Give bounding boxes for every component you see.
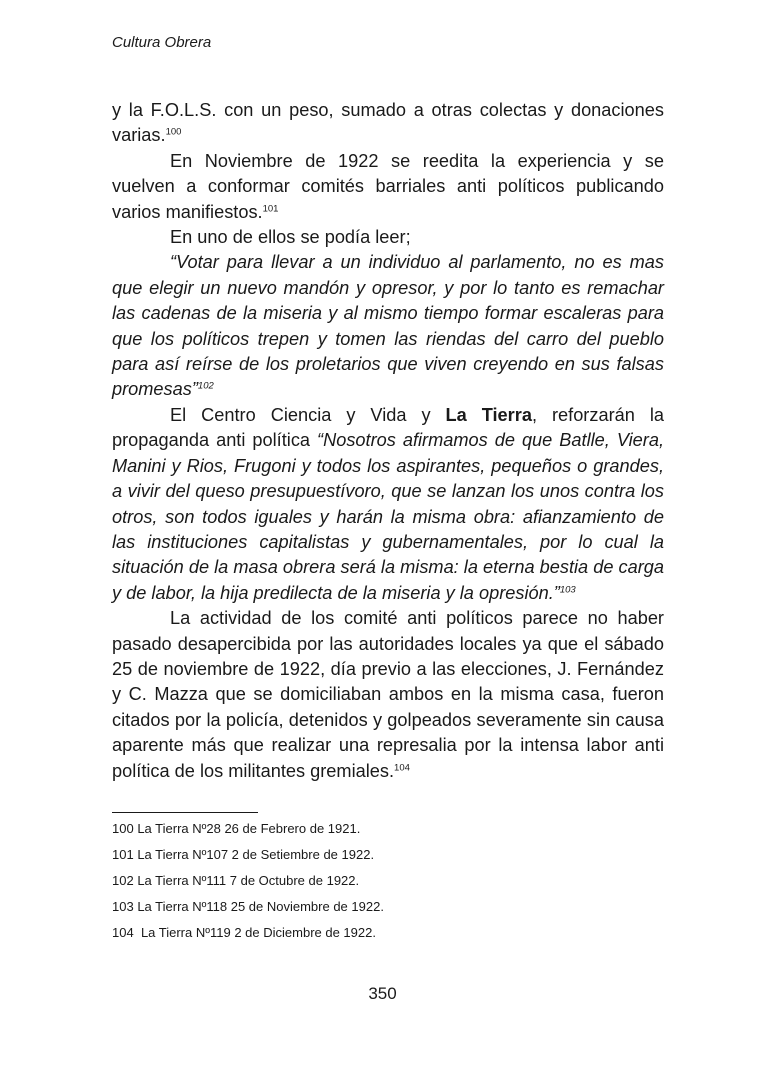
footnote-number: 101 xyxy=(112,847,134,862)
footnote-102 xyxy=(112,868,664,894)
footnote-text: La Tierra Nº119 2 de Diciembre de 1922. xyxy=(140,925,376,940)
quote-text: “Nosotros afirmamos de que Batlle, Viera, Manini y Rios, Frugoni y todos los aspirantes, pequeños o grandes, a vivir del queso presupuestívoro, que se lanzan los unos contra los otros, son todos iguales y harán la misma obra: afianzamiento de las instituciones capitalistas y gubernamentales, por lo cual la situación de la masa obrera será la misma: la eterna bestia de carga y de labor, la hija predilecta de la miseria y la opresión.” xyxy=(112,430,664,603)
footnote-103 xyxy=(112,894,664,920)
footnote-number: 100 xyxy=(112,821,134,836)
footnote-text: La Tierra Nº111 7 de Octubre de 1922. xyxy=(137,873,360,888)
footnotes xyxy=(112,816,664,946)
paragraph-text: y la F.O.L.S. con un peso, sumado a otras colectas y donaciones varias. xyxy=(112,100,664,146)
footnote-number: 102 xyxy=(112,873,134,888)
quote-text: “Votar para llevar a un individuo al parlamento, no es mas que elegir un nuevo mandón y opresor, y por lo tanto es remachar las cadenas de la miseria y al mismo tiempo formar escaleras para que los políticos trepen y tomen las riendas del carro del pueblo para así reírse de los proletarios que viven creyendo en sus falsas promesas” xyxy=(112,252,664,400)
footnote-text: La Tierra Nº107 2 de Setiembre de 1922. xyxy=(137,847,375,862)
paragraph-3 xyxy=(112,225,664,250)
footnote-ref: 100 xyxy=(165,126,182,138)
page-number: 350 xyxy=(368,984,397,1003)
paragraph-text: La actividad de los comité anti políticos parece no haber pasado desapercibida por las autoridades locales ya que el sábado 25 de noviembre de 1922, día previo a las elecciones, J. Fernández y C. Mazza que se domiciliaban ambos en la misma casa, fueron citados por la policía, detenidos y golpeados severamente sin causa aparente más que realizar una represalia por la intensa labor anti política de los militantes gremiales. xyxy=(112,608,664,781)
paragraph-text: En Noviembre de 1922 se reedita la experiencia y se vuelven a conformar comités barriales anti políticos publicando varios manifiestos. xyxy=(112,150,664,222)
footnote-100 xyxy=(112,816,664,842)
footnote-ref: 104 xyxy=(394,761,410,773)
footnote-separator xyxy=(112,812,258,813)
footnote-number: 103 xyxy=(112,899,134,914)
paragraph-1 xyxy=(112,98,664,149)
paragraph-text: , reforzarán la propaganda anti política xyxy=(112,404,664,451)
paragraph-text: En uno de ellos se podía leer; xyxy=(170,227,411,248)
body-text xyxy=(112,98,664,784)
paragraph-text: El Centro Ciencia y Vida y xyxy=(170,404,446,425)
footnote-text: La Tierra Nº28 26 de Febrero de 1921. xyxy=(137,821,361,836)
paragraph-5 xyxy=(112,403,664,606)
footnote-ref: 103 xyxy=(559,584,576,596)
footnote-ref: 102 xyxy=(197,380,214,392)
running-header: Cultura Obrera xyxy=(112,34,212,51)
footnote-101 xyxy=(112,842,664,868)
newspaper-name: La Tierra xyxy=(445,404,532,425)
paragraph-2 xyxy=(112,149,664,225)
paragraph-6 xyxy=(112,606,664,784)
paragraph-4-quote xyxy=(112,250,664,402)
footnote-text: La Tierra Nº118 25 de Noviembre de 1922. xyxy=(137,899,384,914)
footnote-104 xyxy=(112,920,664,946)
footnote-ref: 101 xyxy=(262,202,279,214)
footnote-number: 104 xyxy=(112,925,134,940)
